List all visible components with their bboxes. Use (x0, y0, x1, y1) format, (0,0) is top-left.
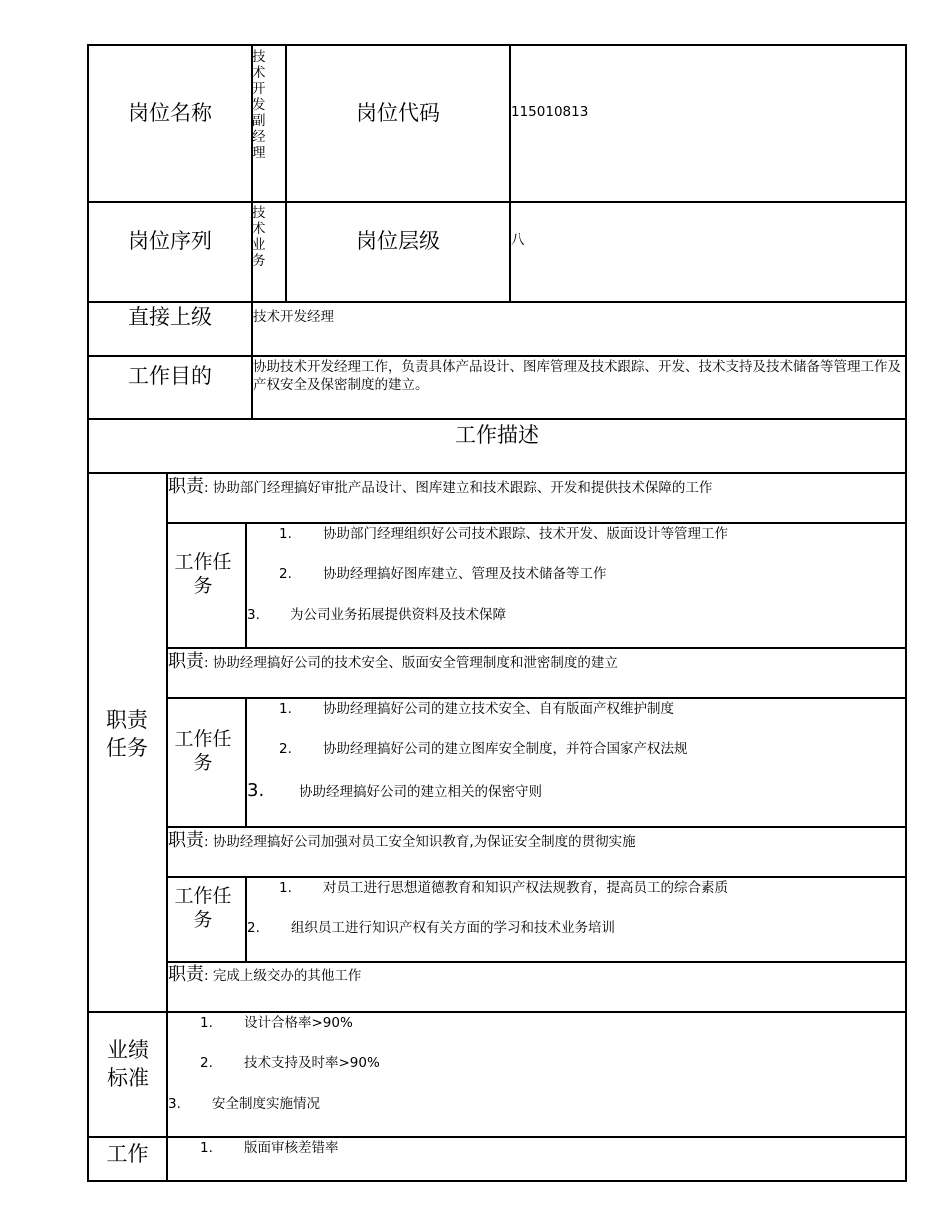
description-title: 工作描述 (455, 423, 539, 447)
task-label: 工作任务 (174, 551, 232, 597)
post-level-label: 岗位层级 (356, 229, 440, 253)
task-text: 协助经理搞好图库建立、管理及技术储备等工作 (323, 566, 607, 582)
task-text: 组织员工进行知识产权有关方面的学习和技术业务培训 (291, 920, 615, 936)
task-text: 为公司业务拓展提供资料及技术保障 (290, 607, 506, 623)
task-item (247, 782, 542, 801)
task-num: 1. (279, 701, 292, 717)
work-text: 版面审核差错率 (244, 1140, 339, 1156)
post-code-value: 115010813 (511, 104, 589, 120)
duty-colon: : (204, 480, 213, 496)
post-code-label: 岗位代码 (356, 101, 440, 125)
superior-value: 技术开发经理 (253, 309, 334, 325)
work-section-label: 工作 (106, 1142, 149, 1166)
performance-item (200, 1054, 380, 1072)
performance-text: 设计合格率>90% (244, 1015, 353, 1031)
work-item (200, 1139, 339, 1157)
duty-row (168, 966, 361, 985)
performance-num: 1. (200, 1015, 213, 1031)
duty-text: 协助经理搞好公司加强对员工安全知识教育,为保证安全制度的贯彻实施 (212, 834, 636, 850)
duty-prefix: 职责 (168, 830, 204, 851)
duty-colon: : (204, 968, 213, 984)
duty-text: 协助经理搞好公司的技术安全、版面安全管理制度和泄密制度的建立 (212, 655, 618, 671)
task-label: 工作任务 (174, 728, 232, 774)
duty-prefix: 职责 (168, 651, 204, 672)
task-text: 协助部门经理组织好公司技术跟踪、技术开发、版面设计等管理工作 (323, 526, 728, 542)
duty-colon: : (204, 655, 213, 671)
task-item (247, 919, 615, 937)
performance-text: 技术支持及时率>90% (244, 1055, 380, 1071)
duty-text: 完成上级交办的其他工作 (212, 968, 362, 984)
task-text: 协助经理搞好公司的建立技术安全、自有版面产权维护制度 (323, 701, 674, 717)
task-num: 2. (247, 920, 260, 936)
post-name-label: 岗位名称 (128, 101, 212, 125)
duty-text: 协助部门经理搞好审批产品设计、图库建立和技术跟踪、开发和提供技术保障的工作 (212, 480, 713, 496)
task-text: 对员工进行思想道德教育和知识产权法规教育，提高员工的综合素质 (323, 880, 728, 896)
task-num: 3. (247, 607, 260, 623)
performance-label: 业绩标准 (107, 1038, 149, 1090)
duty-prefix: 职责 (168, 476, 204, 497)
purpose-value: 协助技术开发经理工作，负责具体产品设计、图库管理及技术跟踪、开发、技术支持及技术储备等管理工作及产权安全及保密制度的建立。 (253, 359, 901, 393)
performance-num: 3. (168, 1096, 181, 1112)
post-level-value: 八 (511, 232, 525, 248)
task-num: 1. (279, 526, 292, 542)
task-item (279, 565, 607, 583)
duty-row (168, 478, 712, 497)
task-num: 1. (279, 880, 292, 896)
task-text: 协助经理搞好公司的建立图库安全制度，并符合国家产权法规 (323, 741, 688, 757)
task-item (279, 700, 674, 718)
task-item (279, 740, 688, 758)
purpose-label: 工作目的 (128, 364, 212, 388)
duty-row (168, 653, 618, 672)
post-sequence-value: 技术业务 (252, 205, 266, 269)
task-text: 协助经理搞好公司的建立相关的保密守则 (299, 784, 542, 800)
task-num: 2. (279, 566, 292, 582)
task-num: 3. (247, 780, 265, 801)
performance-item (168, 1095, 320, 1113)
duty-prefix: 职责 (168, 964, 204, 985)
task-item (279, 525, 728, 543)
work-num: 1. (200, 1140, 213, 1156)
task-item (279, 879, 728, 897)
post-sequence-label: 岗位序列 (128, 229, 212, 253)
performance-num: 2. (200, 1055, 213, 1071)
task-label: 工作任务 (174, 885, 232, 931)
post-name-value: 技术开发副经理 (252, 49, 266, 161)
duties-label: 职责任务 (106, 708, 148, 760)
performance-item (200, 1014, 353, 1032)
duty-row (168, 832, 636, 851)
duty-colon: : (204, 834, 213, 850)
superior-label: 直接上级 (128, 305, 212, 329)
performance-text: 安全制度实施情况 (212, 1096, 320, 1112)
task-num: 2. (279, 741, 292, 757)
task-item (247, 606, 506, 624)
